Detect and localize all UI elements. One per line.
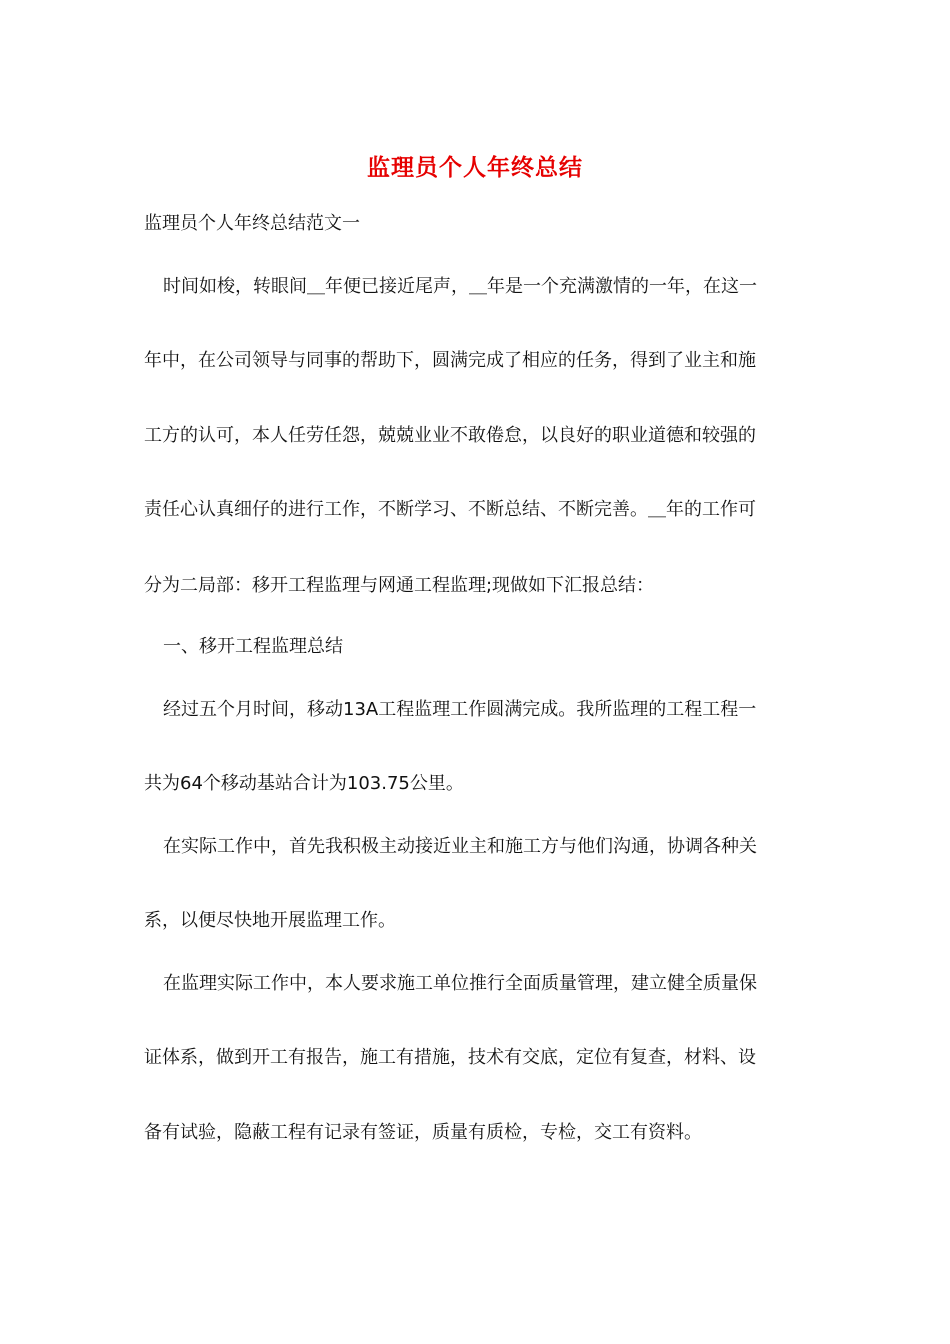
body-line: 工方的认可，本人任劳任怨，兢兢业业不敢倦怠，以良好的职业道德和较强的 <box>144 425 756 446</box>
section-heading: 一、移开工程监理总结 <box>163 636 343 657</box>
subtitle-line: 监理员个人年终总结范文一 <box>144 213 360 234</box>
body-line: 备有试验，隐蔽工程有记录有签证，质量有质检，专检，交工有资料。 <box>144 1122 702 1143</box>
body-line: 在监理实际工作中，本人要求施工单位推行全面质量管理，建立健全质量保 <box>163 973 757 994</box>
document-title: 监理员个人年终总结 <box>367 154 583 181</box>
body-line: 证体系，做到开工有报告，施工有措施，技术有交底，定位有复查，材料、设 <box>144 1047 756 1068</box>
body-line: 责任心认真细仔的进行工作，不断学习、不断总结、不断完善。＿年的工作可 <box>144 499 756 520</box>
body-line: 系，以便尽快地开展监理工作。 <box>144 910 396 931</box>
body-line: 在实际工作中，首先我积极主动接近业主和施工方与他们沟通，协调各种关 <box>163 836 757 857</box>
body-line: 时间如梭，转眼间＿年便已接近尾声，＿年是一个充满激情的一年，在这一 <box>163 276 757 297</box>
body-line: 年中，在公司领导与同事的帮助下，圆满完成了相应的任务，得到了业主和施 <box>144 350 756 371</box>
body-line: 共为64个移动基站合计为103.75公里。 <box>144 773 464 794</box>
body-line: 经过五个月时间，移动13A工程监理工作圆满完成。我所监理的工程工程一 <box>163 699 757 720</box>
body-line: 分为二局部：移开工程监理与网通工程监理;现做如下汇报总结： <box>144 575 655 596</box>
